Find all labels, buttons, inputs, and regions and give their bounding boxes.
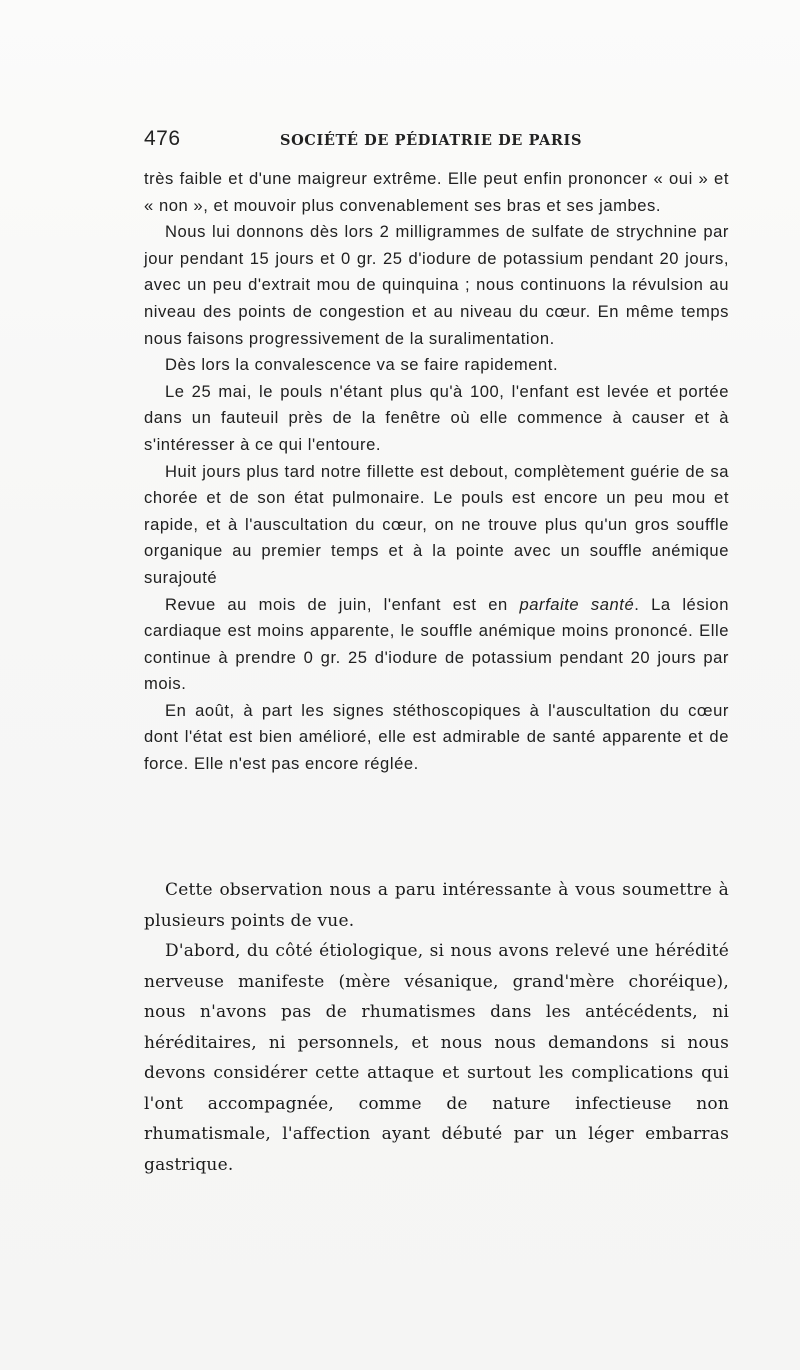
page-number: 476 bbox=[144, 127, 181, 150]
discussion-text bbox=[144, 875, 729, 1180]
paragraph-continuation: très faible et d'une maigreur extrême. Elle peut enfin prononcer « oui » et « non », et mouvoir plus convenablement ses bras et ses jambes. bbox=[144, 169, 729, 215]
paragraph-revue-juin bbox=[144, 592, 729, 698]
paragraph-treatment: Nous lui donnons dès lors 2 milligrammes de sulfate de strychnine par jour pendant 15 jours et 0 gr. 25 d'iodure de potassium pendant 20 jours, avec un peu d'extrait mou de quinquina ; nous continuons la révulsion au niveau des points de congestion et au niveau du cœur. En même temps nous faisons progressivement de la suralimentation. bbox=[144, 222, 729, 348]
revue-text-start: Revue au mois de juin, l'enfant est en bbox=[165, 594, 520, 614]
revue-text-end: . La lésion cardiaque est moins apparente, le souffle anémique moins prononcé. Elle continue à prendre 0 gr. 25 d'iodure de potassium pendant 20 jours par mois. bbox=[144, 594, 729, 694]
observation-text bbox=[144, 166, 729, 778]
running-head: SOCIÉTÉ DE PÉDIATRIE DE PARIS bbox=[280, 132, 583, 149]
paragraph-aout: En août, à part les signes stéthoscopiques à l'auscultation du cœur dont l'état est bien amélioré, elle est admirable de santé apparente et de force. Elle n'est pas encore réglée. bbox=[144, 700, 729, 774]
paragraph-interet: Cette observation nous a paru intéressante à vous soumettre à plusieurs points de vue. bbox=[144, 880, 729, 931]
paragraph-25-mai: Le 25 mai, le pouls n'étant plus qu'à 100, l'enfant est levée et portée dans un fauteuil près de la fenêtre où elle commence à causer et à s'intéresser à ce qui l'entoure. bbox=[144, 381, 729, 454]
paragraph-huit-jours: Huit jours plus tard notre fillette est debout, complètement guérie de sa chorée et de son état pulmonaire. Le pouls est encore un peu mou et rapide, et à l'auscultation du cœur, on ne trouve plus qu'un gros souffle organique au premier temps et à la pointe avec un souffle anémique surajouté bbox=[144, 461, 729, 587]
revue-text-italic: parfaite santé bbox=[519, 594, 635, 614]
paragraph-convalescence: Dès lors la convalescence va se faire rapidement. bbox=[165, 355, 559, 375]
page-header bbox=[144, 127, 729, 157]
paragraph-etiologie: D'abord, du côté étiologique, si nous avons relevé une hérédité nerveuse manifeste (mère vésanique, grand'mère choréique), nous n'avons pas de rhumatismes dans les antécédents, ni héréditaires, ni personnels, et nous nous demandons si nous devons considérer cette attaque et surtout les complications qui l'ont accompagnée, comme de nature infectieuse non rhumatismale, l'affection ayant débuté par un léger embarras gastrique. bbox=[144, 941, 729, 1175]
